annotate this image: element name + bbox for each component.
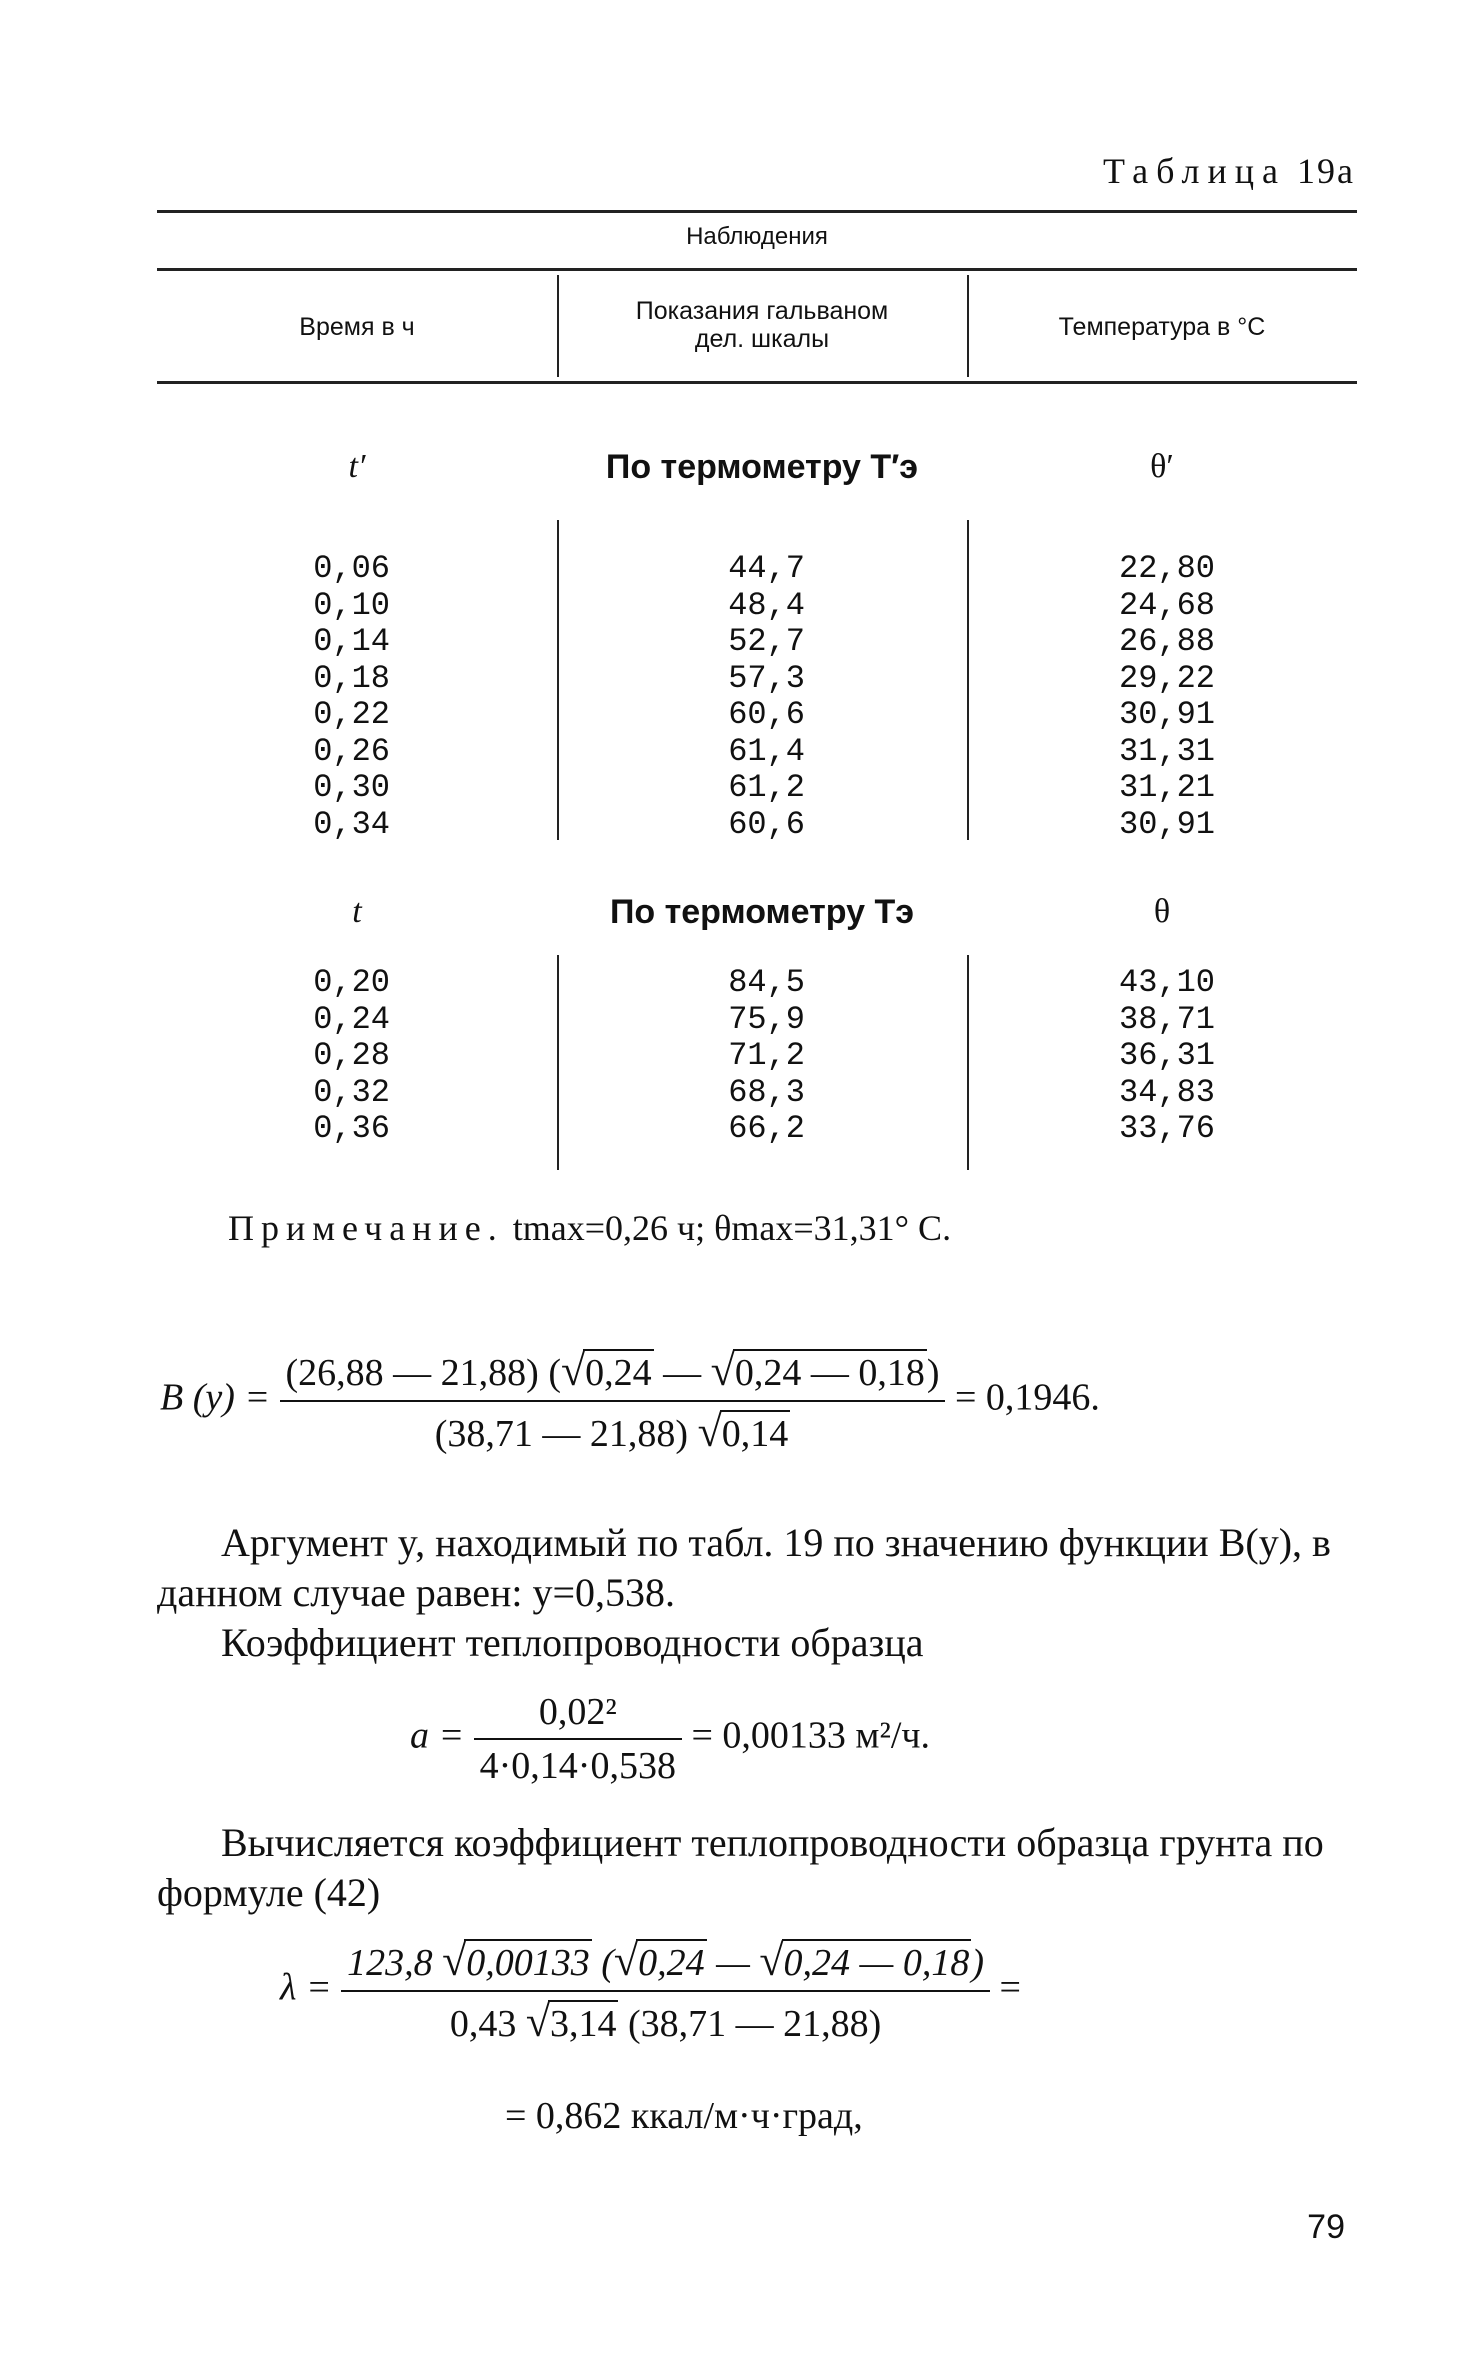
eq1-num-a: (26,88 — 21,88) (: [285, 1352, 561, 1394]
table-group-header: Наблюдения: [686, 223, 828, 250]
table-cell: 75,9: [728, 1000, 805, 1038]
section2-label-text: По термометру Tэ: [609, 893, 915, 931]
table-cell: 0,20: [313, 964, 390, 1001]
paragraph-formula-42-text: Вычисляется коэффициент теплопроводности образца грунта по формуле (42): [157, 1820, 1324, 1915]
table-cell: 0,24: [313, 1000, 390, 1038]
column-header-galvanometer-line2: дел. шкалы: [694, 325, 830, 353]
eq3-den-a: 0,43: [449, 2003, 517, 2045]
radical-sign: √: [442, 1936, 467, 1985]
table-cell: 61,2: [728, 769, 805, 806]
eq3-num-minus: —: [716, 1942, 750, 1984]
radical-sign: √: [525, 1997, 550, 2046]
equation-a: [410, 1690, 930, 1788]
table-cell: 26,88: [1118, 623, 1215, 660]
section2-galvanometer-column: [715, 965, 805, 1148]
equation-lambda-result: [505, 2094, 863, 2138]
table-cell: 0,22: [313, 696, 390, 733]
column-divider: [967, 520, 969, 840]
table-header-rule: [157, 268, 1357, 271]
eq1-rhs: = 0,1946.: [954, 1376, 1100, 1419]
table-cell: 0,14: [313, 623, 390, 660]
table-note: [228, 1207, 951, 1249]
table-cell: 60,6: [728, 696, 805, 733]
paragraph-coefficient-text: Коэффициент теплопроводности образца: [221, 1620, 924, 1665]
eq1-lhs: B (y) =: [160, 1376, 271, 1419]
eq3-rhs: =: [999, 1966, 1021, 2009]
eq3-numerator: [341, 1935, 990, 1992]
eq3-fraction: [341, 1935, 990, 2047]
section1-label-text: По термометру T′э: [605, 448, 919, 486]
table-cell: 84,5: [728, 964, 805, 1001]
table-cell: 57,3: [728, 659, 805, 697]
eq2-fraction: [474, 1690, 682, 1788]
section2-label: [557, 893, 967, 932]
column-header-galvanometer-line1: Показания гальваном: [635, 297, 889, 325]
eq3-num-root2: 0,24: [636, 1939, 707, 1985]
section2-temperature-column: [1105, 965, 1215, 1148]
equation-b-of-y: [160, 1345, 1100, 1457]
table-cell: 38,71: [1118, 1000, 1215, 1038]
table-caption-word: Таблица: [1103, 151, 1287, 191]
section1-time-symbol: t′: [348, 448, 366, 485]
table-cell: 0,32: [313, 1073, 390, 1111]
table-cell: 30,91: [1118, 805, 1215, 843]
table-cell: 0,18: [313, 659, 390, 697]
eq1-num-root1: 0,24: [583, 1349, 654, 1395]
eq1-num-root2: 0,24 — 0,18: [733, 1349, 927, 1395]
table-cell: 31,21: [1118, 769, 1215, 806]
paragraph-formula-42: [157, 1818, 1357, 1918]
section1-theta-symbol: θ′: [1150, 448, 1174, 485]
table-cell: 43,10: [1118, 964, 1215, 1001]
column-header-galvanometer: [557, 297, 967, 353]
table-cell: 0,10: [313, 586, 390, 624]
table-note-label: Примечание.: [228, 1208, 504, 1248]
table-cell: 0,34: [313, 805, 390, 843]
column-divider: [557, 955, 559, 1170]
section1-galvanometer-column: [715, 551, 805, 843]
table-cell: 66,2: [728, 1110, 805, 1147]
eq3-den-b: (38,71 — 21,88): [627, 2003, 882, 2045]
paragraph-coefficient: [157, 1618, 1357, 1668]
eq1-denominator: [280, 1402, 946, 1457]
table-cell: 52,7: [728, 623, 805, 660]
table-cell: 22,80: [1118, 550, 1215, 587]
eq3-num-close: ): [971, 1942, 984, 1984]
table-cell: 29,22: [1118, 659, 1215, 697]
radical-sign: √: [697, 1407, 722, 1456]
table-cell: 33,76: [1118, 1110, 1215, 1147]
section1-temperature-column: [1105, 551, 1215, 843]
column-divider: [967, 955, 969, 1170]
table-cell: 48,4: [728, 586, 805, 624]
table-cell: 34,83: [1118, 1073, 1215, 1111]
table-cell: 61,4: [728, 732, 805, 770]
radical-sign: √: [613, 1936, 639, 1985]
eq3-num-open: (: [601, 1942, 614, 1984]
section1-time-column: [290, 551, 390, 843]
table-body-rule: [157, 381, 1357, 384]
radical-sign: √: [561, 1346, 586, 1395]
eq3-num-root3: 0,24 — 0,18: [782, 1939, 972, 1985]
eq1-numerator: [280, 1345, 946, 1402]
table-cell: 0,30: [313, 769, 390, 806]
eq3-lhs: λ =: [280, 1966, 332, 2009]
section2-time-symbol: t: [352, 893, 362, 930]
table-cell: 0,36: [313, 1110, 390, 1147]
eq1-den-root: 0,14: [720, 1410, 791, 1456]
eq3-num-a: 123,8: [347, 1942, 433, 1984]
eq1-fraction: [280, 1345, 946, 1457]
column-header-time: Время в ч: [299, 313, 415, 341]
eq1-num-close: ): [926, 1352, 940, 1394]
eq3-den-root: 3,14: [548, 2000, 619, 2046]
eq3-result: = 0,862 ккал/м·ч·град,: [505, 2095, 863, 2137]
eq3-denominator: [341, 1992, 990, 2047]
table-cell: 31,31: [1118, 732, 1215, 770]
table-cell: 71,2: [728, 1037, 805, 1074]
table-cell: 44,7: [728, 550, 805, 587]
table-caption-number: 19а: [1297, 151, 1355, 191]
table-cell: 60,6: [728, 805, 805, 843]
section1-label: [557, 448, 967, 487]
table-cell: 68,3: [728, 1073, 805, 1111]
table-cell: 30,91: [1118, 696, 1215, 733]
column-header-temperature: Температура в °С: [1058, 313, 1266, 341]
table-cell: 24,68: [1118, 586, 1215, 624]
eq2-denominator: 4·0,14·0,538: [479, 1745, 676, 1787]
eq1-num-minus: —: [663, 1352, 702, 1394]
page-number: 79: [1307, 2208, 1345, 2246]
eq3-num-root1: 0,00133: [464, 1939, 592, 1985]
table-cell: 36,31: [1118, 1037, 1215, 1074]
paragraph-argument-text: Аргумент y, находимый по табл. 19 по значению функции B(y), в данном случае равен: y=0,538.: [157, 1520, 1331, 1615]
table-cell: 0,28: [313, 1037, 390, 1074]
column-divider: [557, 520, 559, 840]
equation-lambda: [280, 1935, 1021, 2047]
eq2-lhs: a =: [410, 1714, 465, 1757]
section2-theta-symbol: θ: [1153, 893, 1171, 930]
eq2-numerator: 0,02²: [474, 1690, 682, 1740]
table-top-rule: [157, 210, 1357, 213]
table-caption: [1103, 150, 1355, 192]
radical-sign: √: [710, 1346, 735, 1395]
table-cell: 0,26: [313, 732, 390, 770]
table-note-text: tmax=0,26 ч; θmax=31,31° С.: [512, 1208, 952, 1248]
table-cell: 0,06: [313, 550, 390, 587]
eq1-den-a: (38,71 — 21,88): [434, 1413, 689, 1455]
section2-time-column: [290, 965, 390, 1148]
eq2-rhs: = 0,00133 м²/ч.: [691, 1714, 931, 1757]
radical-sign: √: [759, 1936, 784, 1985]
paragraph-argument: [157, 1518, 1357, 1618]
